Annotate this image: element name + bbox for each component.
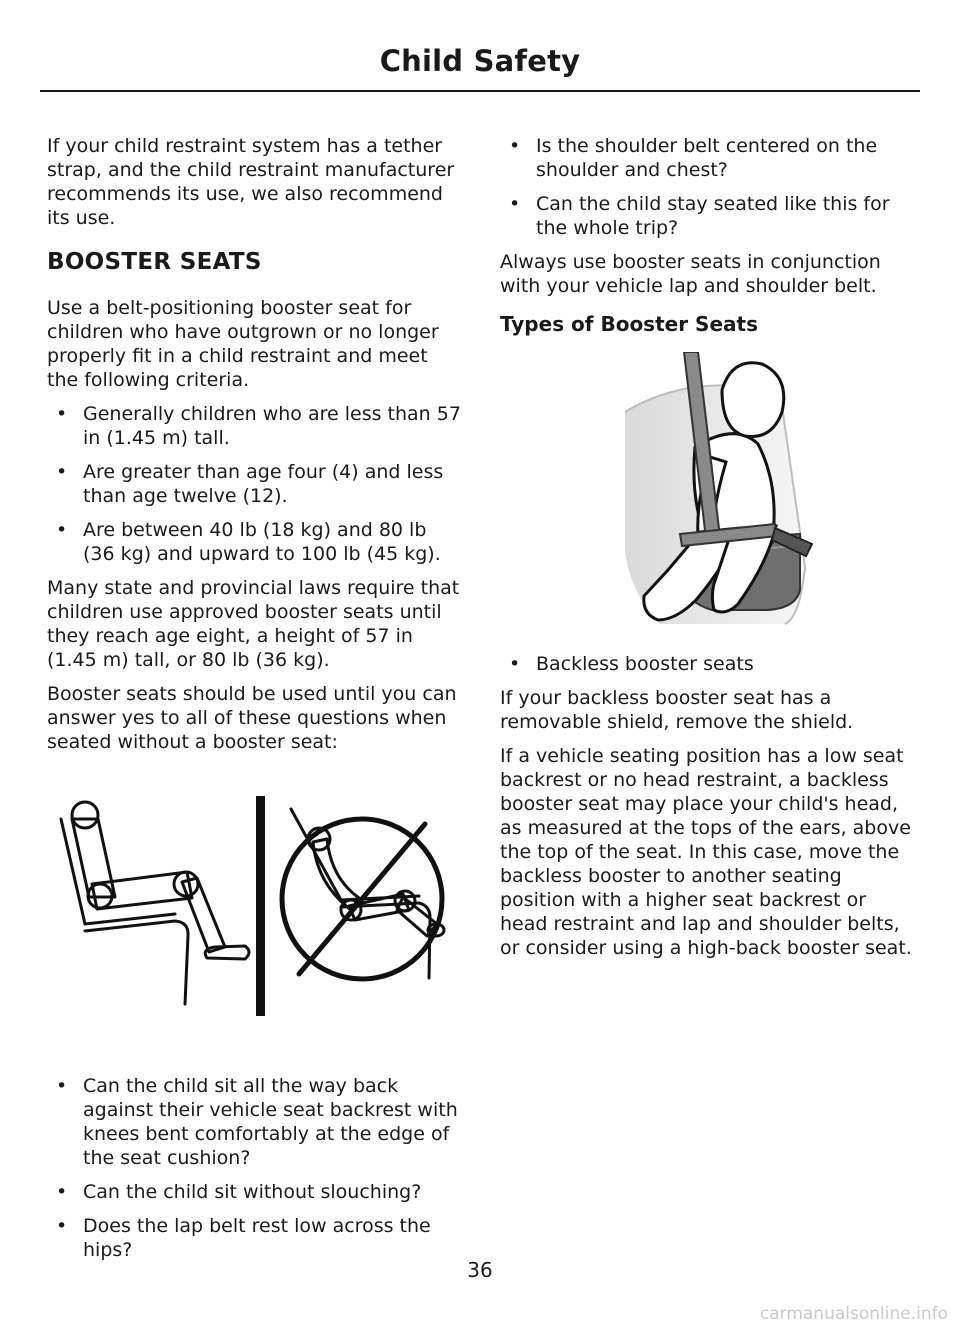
left-column [47,134,461,1272]
bullet-icon: • [56,519,68,541]
bullet-icon: • [56,1075,68,1097]
booster-type-item: • Backless booster seats [509,653,754,675]
page-header-title: Child Safety [379,44,581,78]
bullet-icon: • [56,461,68,483]
backless-booster-drawing [500,352,914,642]
laws-paragraph: Many state and provincial laws require that children use approved booster seats until they reach age eight, a height of 57 in (1.45 m) tall, or 80 lb (36 kg). [47,577,460,671]
seating-posture-diagram [47,764,461,1064]
booster-intro-paragraph: Use a belt-positioning booster seat for children who have outgrown or no longer properly fit in a child restraint and meet the following criteria. [47,297,439,391]
bullet-icon: • [56,403,68,425]
seating-position-paragraph: If a vehicle seating position has a low seat backrest or no head restraint, a backless booster seat may place your child's head, as measured at the tops of the ears, above the top of the seat. In this case, move the backless booster to another seating position with a higher seat backrest or head restraint and lap and shoulder belts, or consider using a high-back booster seat. [500,745,912,959]
bullet-icon: • [56,1181,68,1203]
bullet-icon: • [56,1215,68,1237]
section-title-booster-seats: BOOSTER SEATS [47,249,262,275]
question-item: • Can the child stay seated like this for the whole trip? [509,193,890,239]
subsection-title-types: Types of Booster Seats [500,312,758,336]
shield-paragraph: If your backless booster seat has a removable shield, remove the shield. [500,687,854,733]
belt-usage-paragraph: Always use booster seats in conjunction with your vehicle lap and shoulder belt. [500,251,881,297]
criteria-item: • Are between 40 lb (18 kg) and 80 lb (36 kg) and upward to 100 lb (45 kg). [56,519,441,565]
criteria-item: • Are greater than age four (4) and less than age twelve (12). [56,461,444,507]
question-item: • Can the child sit all the way back against their vehicle seat backrest with knees bent comfortably at the edge of the seat cushion? [56,1075,458,1169]
bullet-icon: • [509,653,521,675]
question-item: • Does the lap belt rest low across the hips? [56,1215,431,1261]
backless-booster-illustration [500,352,914,642]
question-item: • Is the shoulder belt centered on the shoulder and chest? [509,135,878,181]
page-number: 36 [467,1258,493,1282]
criteria-item: • Generally children who are less than 57 in (1.45 m) tall. [56,403,461,449]
watermark-text: carmanualsonline.info [759,1304,948,1324]
bullet-icon: • [509,135,521,157]
questions-intro-paragraph: Booster seats should be used until you can answer yes to all of these questions when seated without a booster seat: [47,683,457,753]
question-item: • Can the child sit without slouching? [56,1181,422,1203]
header-divider [40,90,920,92]
bullet-icon: • [509,193,521,215]
tether-paragraph: If your child restraint system has a tether strap, and the child restraint manufacturer recommends its use, we also recommend its use. [47,135,455,229]
right-column [500,134,914,970]
seating-posture-illustration [47,764,461,1064]
